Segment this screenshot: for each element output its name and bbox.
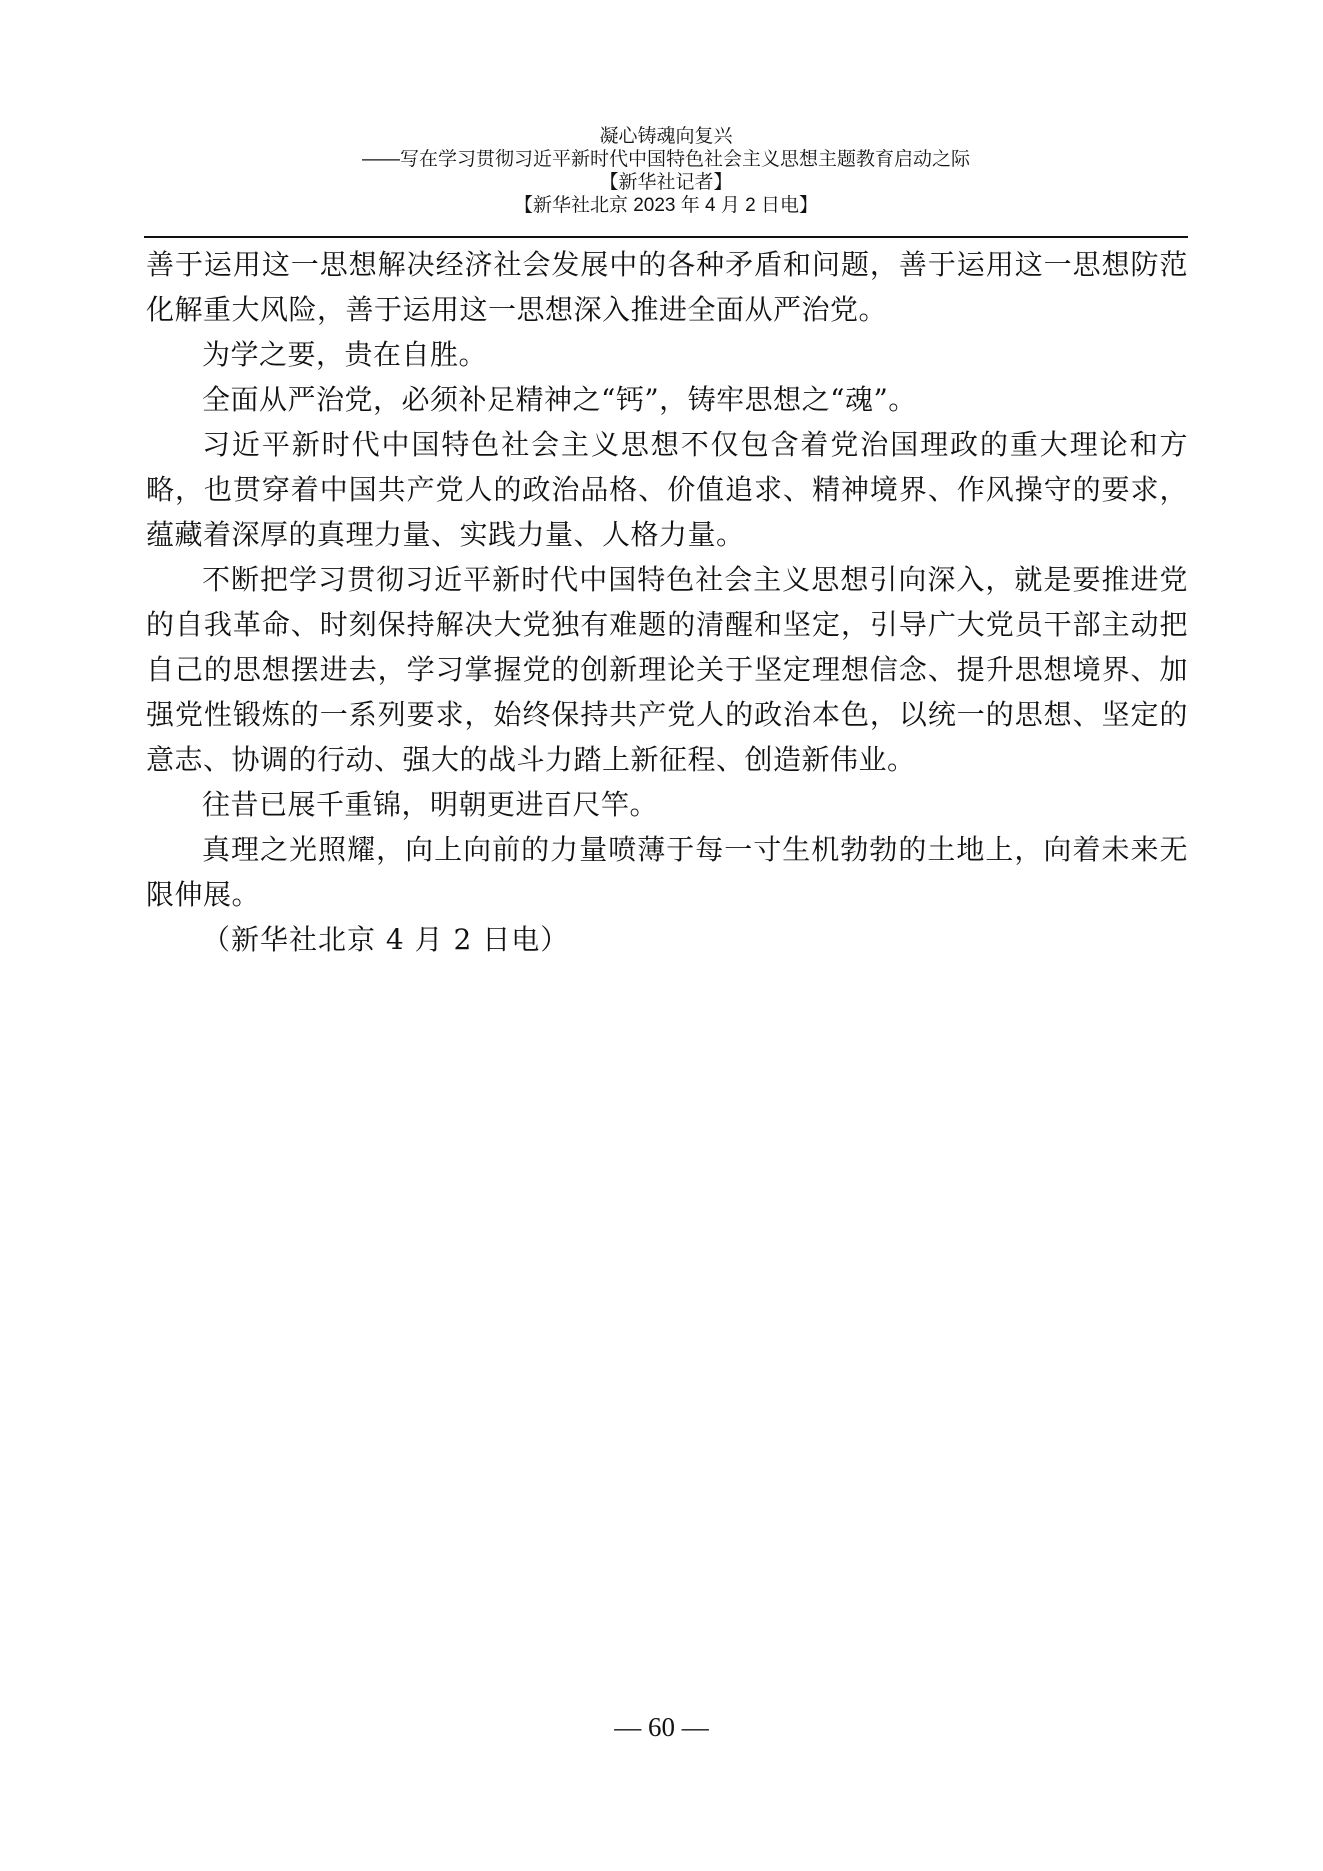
closing-dateline: （新华社北京 4 月 2 日电） xyxy=(202,923,570,956)
article-title: 凝心铸魂向复兴 xyxy=(599,126,733,147)
article-body xyxy=(146,242,1188,962)
header-divider xyxy=(144,236,1188,238)
body-paragraph: 全面从严治党，必须补足精神之“钙”，铸牢思想之“魂”。 xyxy=(202,383,917,416)
body-paragraph: 习近平新时代中国特色社会主义思想不仅包含着党治国理政的重大理论和方略，也贯穿着中国共产党人的政治品格、价值追求、精神境界、作风操守的要求，蕴藏着深厚的真理力量、实践力量、人格力量。 xyxy=(146,428,1188,551)
article-dateline: 【新华社北京 2023 年 4 月 2 日电】 xyxy=(513,195,819,216)
body-paragraph: 不断把学习贯彻习近平新时代中国特色社会主义思想引向深入，就是要推进党的自我革命、时刻保持解决大党独有难题的清醒和坚定，引导广大党员干部主动把自己的思想摆进去，学习掌握党的创新理论关于坚定理想信念、提升思想境界、加强党性锻炼的一系列要求，始终保持共产党人的政治本色，以统一的思想、坚定的意志、协调的行动、强大的战斗力踏上新征程、创造新伟业。 xyxy=(146,563,1188,776)
body-paragraph: 善于运用这一思想解决经济社会发展中的各种矛盾和问题，善于运用这一思想防范化解重大风险，善于运用这一思想深入推进全面从严治党。 xyxy=(146,248,1188,326)
article-author: 【新华社记者】 xyxy=(599,172,733,193)
body-paragraph: 为学之要，贵在自胜。 xyxy=(202,338,488,371)
page-header xyxy=(144,125,1188,217)
page-number: — 60 — xyxy=(614,1712,709,1742)
body-paragraph: 往昔已展千重锦，明朝更进百尺竿。 xyxy=(202,788,659,821)
article-subtitle: ——写在学习贯彻习近平新时代中国特色社会主义思想主题教育启动之际 xyxy=(361,149,970,170)
body-paragraph: 真理之光照耀，向上向前的力量喷薄于每一寸生机勃勃的土地上，向着未来无限伸展。 xyxy=(146,833,1188,911)
